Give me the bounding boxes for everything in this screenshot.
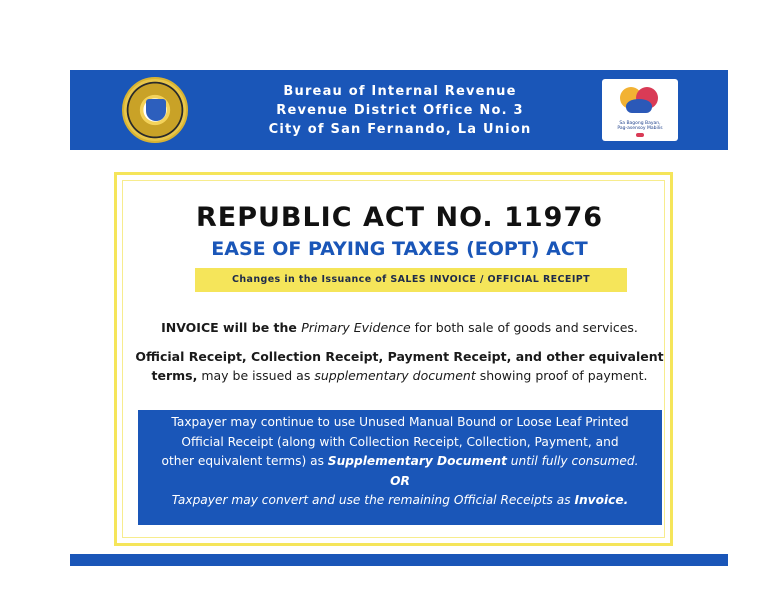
changes-banner: Changes in the Issuance of SALES INVOICE / OFFICIAL RECEIPT <box>195 268 627 292</box>
supplementary-document-text: Supplementary Document <box>327 454 507 468</box>
announcement-card <box>114 172 673 546</box>
header-line-2: Revenue District Office No. 3 <box>276 103 524 118</box>
logo-figure-icon <box>626 99 652 113</box>
bluebox-line-1: Taxpayer may continue to use Unused Manual Bound or Loose Leaf Printed <box>171 415 629 429</box>
seal-shield-icon <box>146 99 166 121</box>
invoice-bold-text: INVOICE will be the <box>161 320 302 335</box>
primary-evidence-italic: Primary Evidence <box>301 320 411 335</box>
logo-caption <box>604 121 676 131</box>
taxpayer-options-box <box>138 410 662 525</box>
logo-mark-icon <box>636 133 644 137</box>
bluebox-line-3 <box>138 452 662 472</box>
or-separator <box>138 472 662 492</box>
receipts-bold-text: Official Receipt, Collection Receipt, Payment Receipt, and other equivalent terms, <box>135 349 664 383</box>
page-title: REPUBLIC ACT NO. 11976 <box>195 202 604 233</box>
bluebox-line-2: Official Receipt (along with Collection Receipt, Collection, Payment, and <box>181 434 619 449</box>
until-consumed-text: until fully consumed. <box>506 454 639 468</box>
bir-seal-icon <box>122 77 188 143</box>
bagong-bayan-logo <box>602 79 678 141</box>
card-inner-border <box>122 180 665 538</box>
convert-text: Taxpayer may convert and use the remaining Official Receipts as <box>171 493 575 507</box>
page-subtitle: EASE OF PAYING TAXES (EOPT) ACT <box>211 238 588 260</box>
bluebox-line-3-a: other equivalent terms) as <box>161 454 328 468</box>
supplementary-italic: supplementary document <box>314 368 476 383</box>
logo-caption-line-2: Pag-asensoy Mabilis <box>617 126 663 131</box>
logo-caption-line-1: Sa Bagong Bayan, <box>619 121 661 126</box>
header-title <box>240 82 560 139</box>
header-line-1: Bureau of Internal Revenue <box>283 84 517 99</box>
header-banner <box>70 70 728 150</box>
bluebox-line-5 <box>138 491 662 511</box>
or-text: OR <box>390 473 410 488</box>
primary-evidence-statement <box>123 320 676 335</box>
line1-rest: for both sale of goods and services. <box>410 320 638 335</box>
supplementary-statement <box>133 347 666 385</box>
invoice-text: Invoice. <box>574 493 629 507</box>
para2-end: showing proof of payment. <box>475 368 648 383</box>
footer-bar <box>70 554 728 566</box>
para2-normal: may be issued as <box>197 368 315 383</box>
header-line-3: City of San Fernando, La Union <box>268 122 532 137</box>
